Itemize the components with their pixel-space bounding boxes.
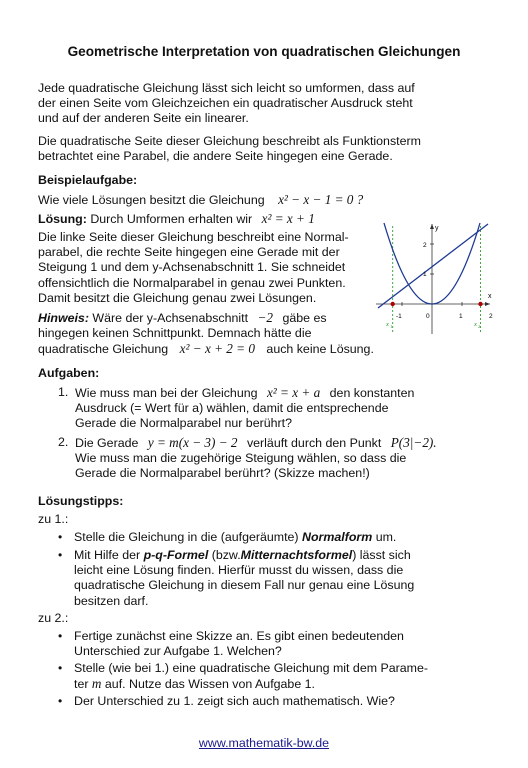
page-title: Geometrische Interpretation von quadratischen Gleichungen (67, 44, 461, 59)
tip-line: besitzen darf. (74, 593, 149, 608)
tick-label-y: 1 (423, 271, 427, 278)
root-label-x1: x (386, 321, 389, 328)
intro-paragraph-1 (38, 81, 498, 127)
tip-text: Mit Hilfe der (74, 548, 141, 562)
task-text: Wie muss man bei der Gleichung (75, 386, 258, 400)
tick-label-x: 1 (459, 313, 463, 320)
tip-term: Normalform (302, 530, 373, 544)
example-question (38, 192, 363, 208)
hint-label: Hinweis: (38, 311, 89, 325)
tip-text: (bzw. (211, 548, 241, 562)
task-number: 2. (58, 435, 69, 449)
tip-item (58, 530, 498, 545)
example-body (38, 230, 378, 306)
solution-equation: x² = x + 1 (261, 211, 315, 226)
tip-line: Stelle (wie bei 1.) eine quadratische Gleichung mit dem Parame- (74, 661, 428, 675)
solution-text: Durch Umformen erhalten wir (90, 212, 253, 226)
hint-line: hingegen keinen Schnittpunkt. Demnach hätte die (38, 326, 312, 341)
task-line: Gerade die Normalparabel nur berührt? (75, 416, 292, 431)
task-text: Die Gerade (75, 436, 139, 450)
intro-line: der einen Seite vom Gleichzeichen ein quadratischer Ausdruck steht (38, 96, 413, 111)
body-line: Damit besitzt die Gleichung genau zwei Lösungen. (38, 290, 317, 305)
task-text: den konstanten (329, 386, 415, 400)
task-2 (58, 435, 498, 482)
task-1 (58, 385, 488, 432)
tip-text: Stelle die Gleichung in die (aufgeräumte) (74, 530, 299, 544)
x-axis-arrow (485, 302, 490, 306)
task-line: Gerade die Normalparabel berührt? (Skizze machen!) (75, 466, 370, 481)
question-equation: x² − x − 1 = 0 ? (278, 192, 364, 207)
intro-paragraph-2 (38, 134, 498, 164)
task-point: P(3|−2). (390, 435, 437, 450)
tip-term: p-q-Formel (143, 548, 209, 562)
intro-line: und auf der anderen Seite ein linearer. (38, 111, 249, 126)
bullet-icon: • (58, 548, 63, 562)
body-line: offensichtlich die Normalparabel in genau zwei Punkten. (38, 275, 346, 290)
hint-text: gäbe es (282, 311, 327, 325)
example-solution (38, 211, 315, 227)
tip-text: ) lässt sich (352, 548, 411, 562)
body-line: Steigung 1 und dem y-Achsenabschnitt 1. Sie schneidet (38, 260, 346, 275)
task-text: verläuft durch den Punkt (246, 436, 382, 450)
tip-item (58, 629, 498, 659)
tip-term: Mitternachtsformel (240, 548, 353, 562)
tip-variable: m (91, 676, 102, 692)
tip-text: ter (74, 677, 89, 692)
straight-line (378, 224, 488, 308)
footer-link[interactable]: www.mathematik-bw.de (198, 736, 330, 750)
tasks-heading: Aufgaben: (38, 366, 100, 380)
tick-label-x: 2 (489, 313, 493, 320)
tip-line: leicht eine Lösung finden. Hierfür musst du wissen, dass die (74, 563, 404, 578)
root-label-x2-sub: 2 (478, 324, 481, 329)
y-axis-arrow (430, 224, 434, 229)
tip-item (58, 694, 498, 709)
tip-line: Der Unterschied zu 1. zeigt sich auch mathematisch. Wie? (74, 694, 395, 708)
tip-text: um. (375, 530, 397, 544)
tips-section-label: zu 1.: (38, 512, 69, 526)
x-axis-label: x (488, 293, 492, 300)
bullet-icon: • (58, 661, 63, 675)
tick-label-x: -1 (396, 313, 402, 320)
intro-line: Die quadratische Seite dieser Gleichung beschreibt als Funktionsterm (38, 134, 421, 148)
hint-text: auch keine Lösung. (266, 342, 374, 357)
root-label-x2: x (474, 321, 477, 328)
hint-equation: x² − x + 2 = 0 (179, 341, 255, 357)
bullet-icon: • (58, 694, 63, 708)
tip-line: Fertige zunächst eine Skizze an. Es gibt einen bedeutenden (74, 629, 404, 643)
tips-section-label: zu 2.: (38, 611, 69, 625)
question-text: Wie viele Lösungen besitzt die Gleichung (38, 193, 265, 207)
tips-heading: Lösungstipps: (38, 494, 124, 508)
example-hint (38, 310, 383, 358)
tip-item (58, 548, 498, 609)
intro-line: betrachtet eine Parabel, die andere Seite hingegen eine Gerade. (38, 149, 393, 164)
solution-label: Lösung: (38, 212, 87, 226)
task-line: Wie muss man die zugehörige Steigung wählen, so dass die (75, 451, 407, 466)
hint-value: −2 (257, 310, 273, 325)
intro-line: Jede quadratische Gleichung lässt sich leicht so umformen, dass auf (38, 81, 415, 95)
y-axis-label: y (435, 225, 439, 232)
task-equation: y = m(x − 3) − 2 (147, 435, 238, 450)
task-equation: x² = x + a (266, 385, 321, 400)
tip-text: auf. Nutze das Wissen von Aufgabe 1. (104, 677, 315, 692)
task-line: Ausdruck (= Wert für a) wählen, damit die entsprechende (75, 401, 389, 416)
body-line: parabel, die rechte Seite hingegen eine Gerade mit der (38, 245, 340, 260)
parabola-line-graph (376, 218, 496, 336)
hint-text: quadratische Gleichung (38, 342, 169, 357)
root-point-2 (478, 302, 482, 306)
body-line: Die linke Seite dieser Gleichung beschreibt eine Normal- (38, 230, 349, 244)
tip-item (58, 661, 498, 692)
tick-label-x: 0 (426, 313, 430, 320)
root-point-1 (391, 302, 395, 306)
bullet-icon: • (58, 530, 63, 544)
tick-label-y: 2 (423, 242, 427, 249)
bullet-icon: • (58, 629, 63, 643)
example-heading: Beispielaufgabe: (38, 173, 138, 187)
hint-text: Wäre der y-Achsenabschnitt (92, 311, 249, 325)
root-label-x1-sub: 1 (390, 324, 393, 329)
tip-line: Unterschied zur Aufgabe 1. Welchen? (74, 644, 282, 659)
tip-line: quadratische Gleichung in diesem Fall nur genau eine Lösung (74, 578, 415, 593)
task-number: 1. (58, 385, 69, 399)
